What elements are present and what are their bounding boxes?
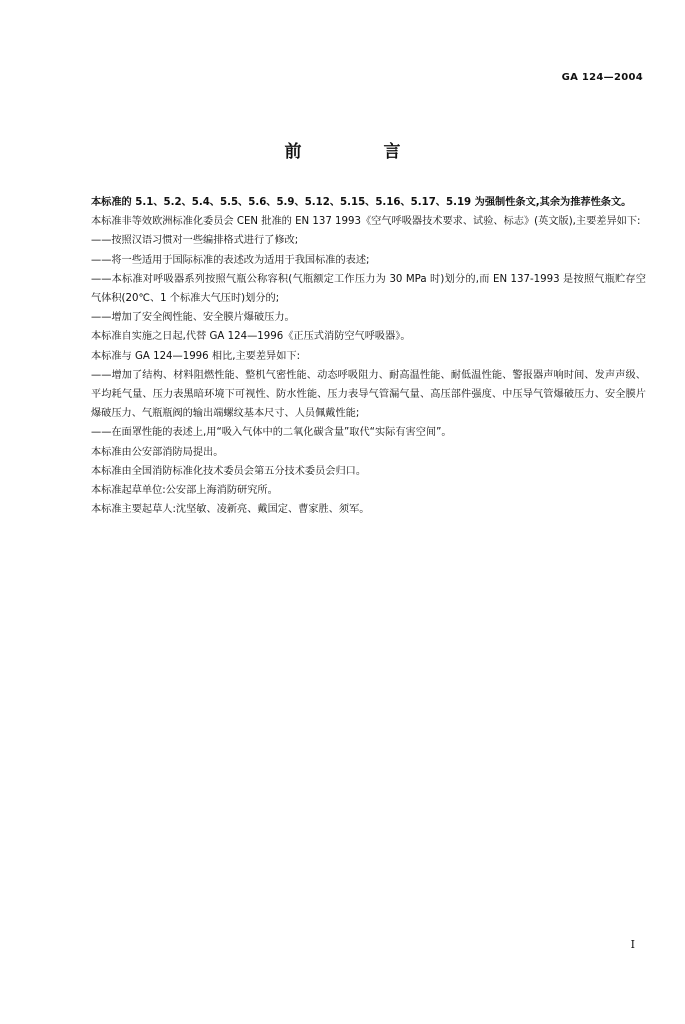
doc-code: GA 124—2004 <box>561 72 643 83</box>
page-number: I <box>630 938 635 951</box>
dash-item-format: ——按照汉语习惯对一些编排格式进行了修改; <box>91 235 299 247</box>
dash-item-mask: ——在面罩性能的表述上,用“吸入气体中的二氧化碳含量”取代“实际有害空间”。 <box>91 427 452 439</box>
dash-item-safety-valve: ——增加了安全阀性能、安全膜片爆破压力。 <box>91 312 295 324</box>
dash-item-added-items: ——增加了结构、材料阻燃性能、整机气密性能、动态呼吸阻力、耐高温性能、耐低温性能、警报器声响时间、发声声级、平均耗气量、压力表黑暗环境下可视性、防水性能、压力表导气管漏气量、高压部件强度、中压导气管爆破压力、安全膜片爆破压力、气瓶瓶阀的输出端螺纹基本尺寸、人员佩戴性能; <box>91 369 646 420</box>
paragraph-proposed-by: 本标准由公安部消防局提出。 <box>91 446 224 458</box>
dash-item-expression: ——将一些适用于国际标准的表述改为适用于我国标准的表述; <box>91 254 370 266</box>
dash-item-series: ——本标准对呼吸器系列按照气瓶公称容积(气瓶额定工作压力为 30 MPa 时)划分的,而 EN 137-1993 是按照气瓶贮存空气体积(20℃、1 个标准大气压时)划分的; <box>91 273 646 305</box>
paragraph-drafters: 本标准主要起草人:沈坚敏、凌新亮、戴国定、曹家胜、须军。 <box>91 504 370 516</box>
body-text <box>70 193 646 519</box>
paragraph-centralized-by: 本标准由全国消防标准化技术委员会第五分技术委员会归口。 <box>91 465 367 477</box>
page-title: 前 言 <box>284 142 439 162</box>
paragraph-differences: 本标准与 GA 124—1996 相比,主要差异如下: <box>91 350 301 362</box>
paragraph-equivalence: 本标准非等效欧洲标准化委员会 CEN 批准的 EN 137 1993《空气呼吸器技术要求、试验、标志》(英文版),主要差异如下: <box>91 216 641 228</box>
paragraph-replaces: 本标准自实施之日起,代替 GA 124—1996《正压式消防空气呼吸器》。 <box>91 331 411 343</box>
paragraph-drafting-unit: 本标准起草单位:公安部上海消防研究所。 <box>91 485 278 497</box>
paragraph-mandatory-clauses: 本标准的 5.1、5.2、5.4、5.5、5.6、5.9、5.12、5.15、5.16、5.17、5.19 为强制性条文,其余为推荐性条文。 <box>91 197 632 208</box>
